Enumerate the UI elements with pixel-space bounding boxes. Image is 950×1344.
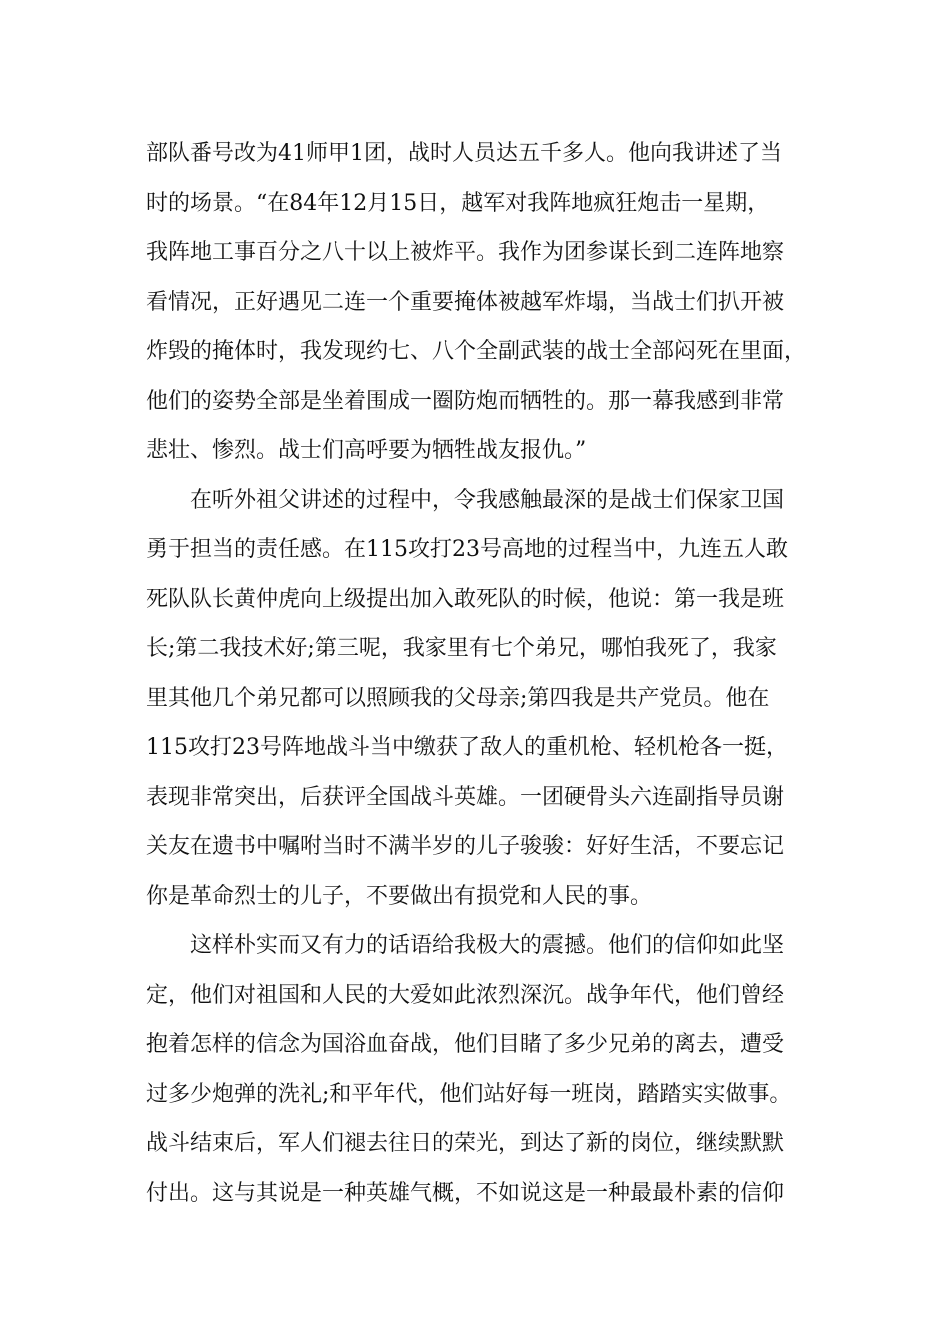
- paragraph: [146, 129, 826, 476]
- text-line: 长;第二我技术好;第三呢，我家里有七个弟兄，哪怕我死了，我家: [146, 636, 777, 661]
- text-line: 他们的姿势全部是坐着围成一圈防炮而牺牲的。那一幕我感到非常: [146, 388, 785, 414]
- text-line: 勇于担当的责任感。在115攻打23号高地的过程当中，九连五人敢: [146, 537, 788, 562]
- text-line: 我阵地工事百分之八十以上被炸平。我作为团参谋长到二连阵地察: [146, 240, 785, 265]
- text-line: 部队番号改为41师甲1团，战时人员达五千多人。他向我讲述了当: [146, 141, 782, 166]
- body-text: [146, 129, 826, 1218]
- text-line: 战斗结束后，军人们褪去往日的荣光，到达了新的岗位，继续默默: [146, 1131, 785, 1156]
- text-line: 过多少炮弹的洗礼;和平年代，他们站好每一班岗，踏踏实实做事。: [146, 1081, 792, 1107]
- text-line: 时的场景。“在84年12月15日，越军对我阵地疯狂炮击一星期，: [146, 190, 770, 216]
- text-line: 死队队长黄仲虎向上级提出加入敢死队的时候，他说：第一我是班: [146, 586, 785, 612]
- text-line: 关友在遗书中嘱咐当时不满半岁的儿子骏骏：好好生活，不要忘记: [146, 834, 785, 859]
- text-line: 里其他几个弟兄都可以照顾我的父母亲;第四我是共产党员。他在: [146, 685, 770, 711]
- text-line: 你是革命烈士的儿子，不要做出有损党和人民的事。: [146, 883, 653, 909]
- text-line: 看情况，正好遇见二连一个重要掩体被越军炸塌，当战士们扒开被: [146, 289, 785, 315]
- text-line: 115攻打23号阵地战斗当中缴获了敌人的重机枪、轻机枪各一挺，: [146, 735, 788, 760]
- text-line: 在听外祖父讲述的过程中，令我感触最深的是战士们保家卫国: [190, 487, 785, 513]
- text-line: 悲壮、惨烈。战士们高呼要为牺牲战友报仇。”: [146, 438, 587, 463]
- text-line: 这样朴实而又有力的话语给我极大的震撼。他们的信仰如此坚: [190, 933, 785, 958]
- text-line: 表现非常突出，后获评全国战斗英雄。一团硬骨头六连副指导员谢: [146, 784, 785, 810]
- text-line: 抱着怎样的信念为国浴血奋战，他们目睹了多少兄弟的离去，遭受: [146, 1032, 785, 1057]
- paragraph: [146, 476, 826, 922]
- text-line: 定，他们对祖国和人民的大爱如此浓烈深沉。战争年代，他们曾经: [146, 982, 785, 1008]
- text-line: 付出。这与其说是一种英雄气概，不如说这是一种最最朴素的信仰: [146, 1180, 785, 1206]
- paragraph: [146, 921, 826, 1218]
- text-line: 炸毁的掩体时，我发现约七、八个全副武装的战士全部闷死在里面，: [146, 339, 807, 364]
